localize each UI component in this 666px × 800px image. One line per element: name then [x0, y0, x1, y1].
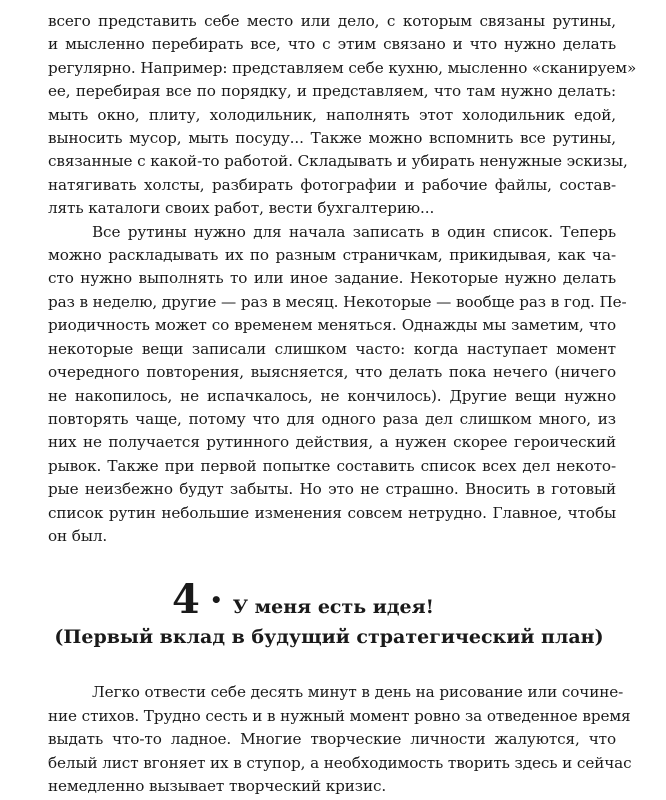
text-line: них не получается рутинного действия, а нужен скорее героический [48, 433, 616, 452]
text-line: всего представить себе место или дело, с которым связаны рутины, [48, 12, 616, 30]
text-line: он был. [48, 526, 108, 545]
bullet-icon: • [209, 588, 223, 613]
text-line: сто нужно выполнять то или иное задание. Некоторые нужно делать [48, 269, 616, 288]
text-line: выдать что-то ладное. Многие творческие личности жалуются, что [48, 730, 616, 749]
text-line: риодичность может со временем меняться. Однажды мы заметим, что [48, 316, 616, 335]
text-line: лять каталоги своих работ, вести бухгалтерию... [48, 199, 435, 218]
text-line: связанные с какой-то работой. Складывать и убирать ненужные эскизы, [48, 152, 628, 171]
text-line: рывок. Также при первой попытке составить список всех дел некото- [48, 456, 616, 475]
text-line: не накопилось, не испачкалось, не кончилось). Другие вещи нужно [48, 386, 616, 405]
text-line: повторять чаще, потому что для одного раза дел слишком много, из [48, 409, 616, 428]
text-line: Все рутины нужно для начала записать в один список. Теперь [92, 222, 616, 241]
paragraph-routines-list [48, 221, 627, 549]
text-line: раз в неделю, другие — раз в месяц. Некоторые — вообще раз в год. Пе- [48, 292, 627, 311]
text-line: мыть окно, плиту, холодильник, наполнять этот холодильник едой, [48, 105, 616, 124]
text-line: очередного повторения, выясняется, что делать пока нечего (ничего [48, 363, 616, 382]
text-line: натягивать холсты, разбирать фотографии и рабочие файлы, состав- [48, 175, 616, 194]
chapter-heading-main [0, 578, 616, 622]
chapter-number: 4 [172, 576, 200, 624]
text-line: список рутин небольшие изменения совсем нетрудно. Главное, чтобы [48, 503, 616, 522]
chapter-title: У меня есть идея! [232, 596, 434, 619]
chapter-subtitle: (Первый вклад в будущий стратегический план) [54, 626, 604, 649]
book-page [48, 10, 637, 798]
text-line: белый лист вгоняет их в ступор, а необходимость творить здесь и сейчас [48, 753, 632, 772]
paragraph-chapter-intro [48, 681, 632, 798]
text-line: Легко отвести себе десять минут в день на рисование или сочине- [92, 683, 624, 702]
text-line: ее, перебирая все по порядку, и представляем, что там нужно делать: [48, 82, 616, 101]
text-line: ние стихов. Трудно сесть и в нужный момент ровно за отведенное время [48, 706, 631, 725]
text-line: можно раскладывать их по разным страничкам, прикидывая, как ча- [48, 246, 616, 265]
text-line: и мысленно перебирать все, что с этим связано и что нужно делать [48, 35, 616, 54]
text-line: некоторые вещи записали слишком часто: когда наступает момент [48, 339, 616, 358]
paragraph-routines-continued [48, 10, 637, 221]
text-line: немедленно вызывает творческий кризис. [48, 776, 387, 795]
text-line: рые неизбежно будут забыты. Но это не страшно. Вносить в готовый [48, 480, 616, 499]
text-line: регулярно. Например: представляем себе кухню, мысленно «сканируем» [48, 58, 637, 77]
text-line: выносить мусор, мыть посуду... Также можно вспомнить все рутины, [48, 129, 616, 148]
chapter-heading [48, 578, 616, 650]
